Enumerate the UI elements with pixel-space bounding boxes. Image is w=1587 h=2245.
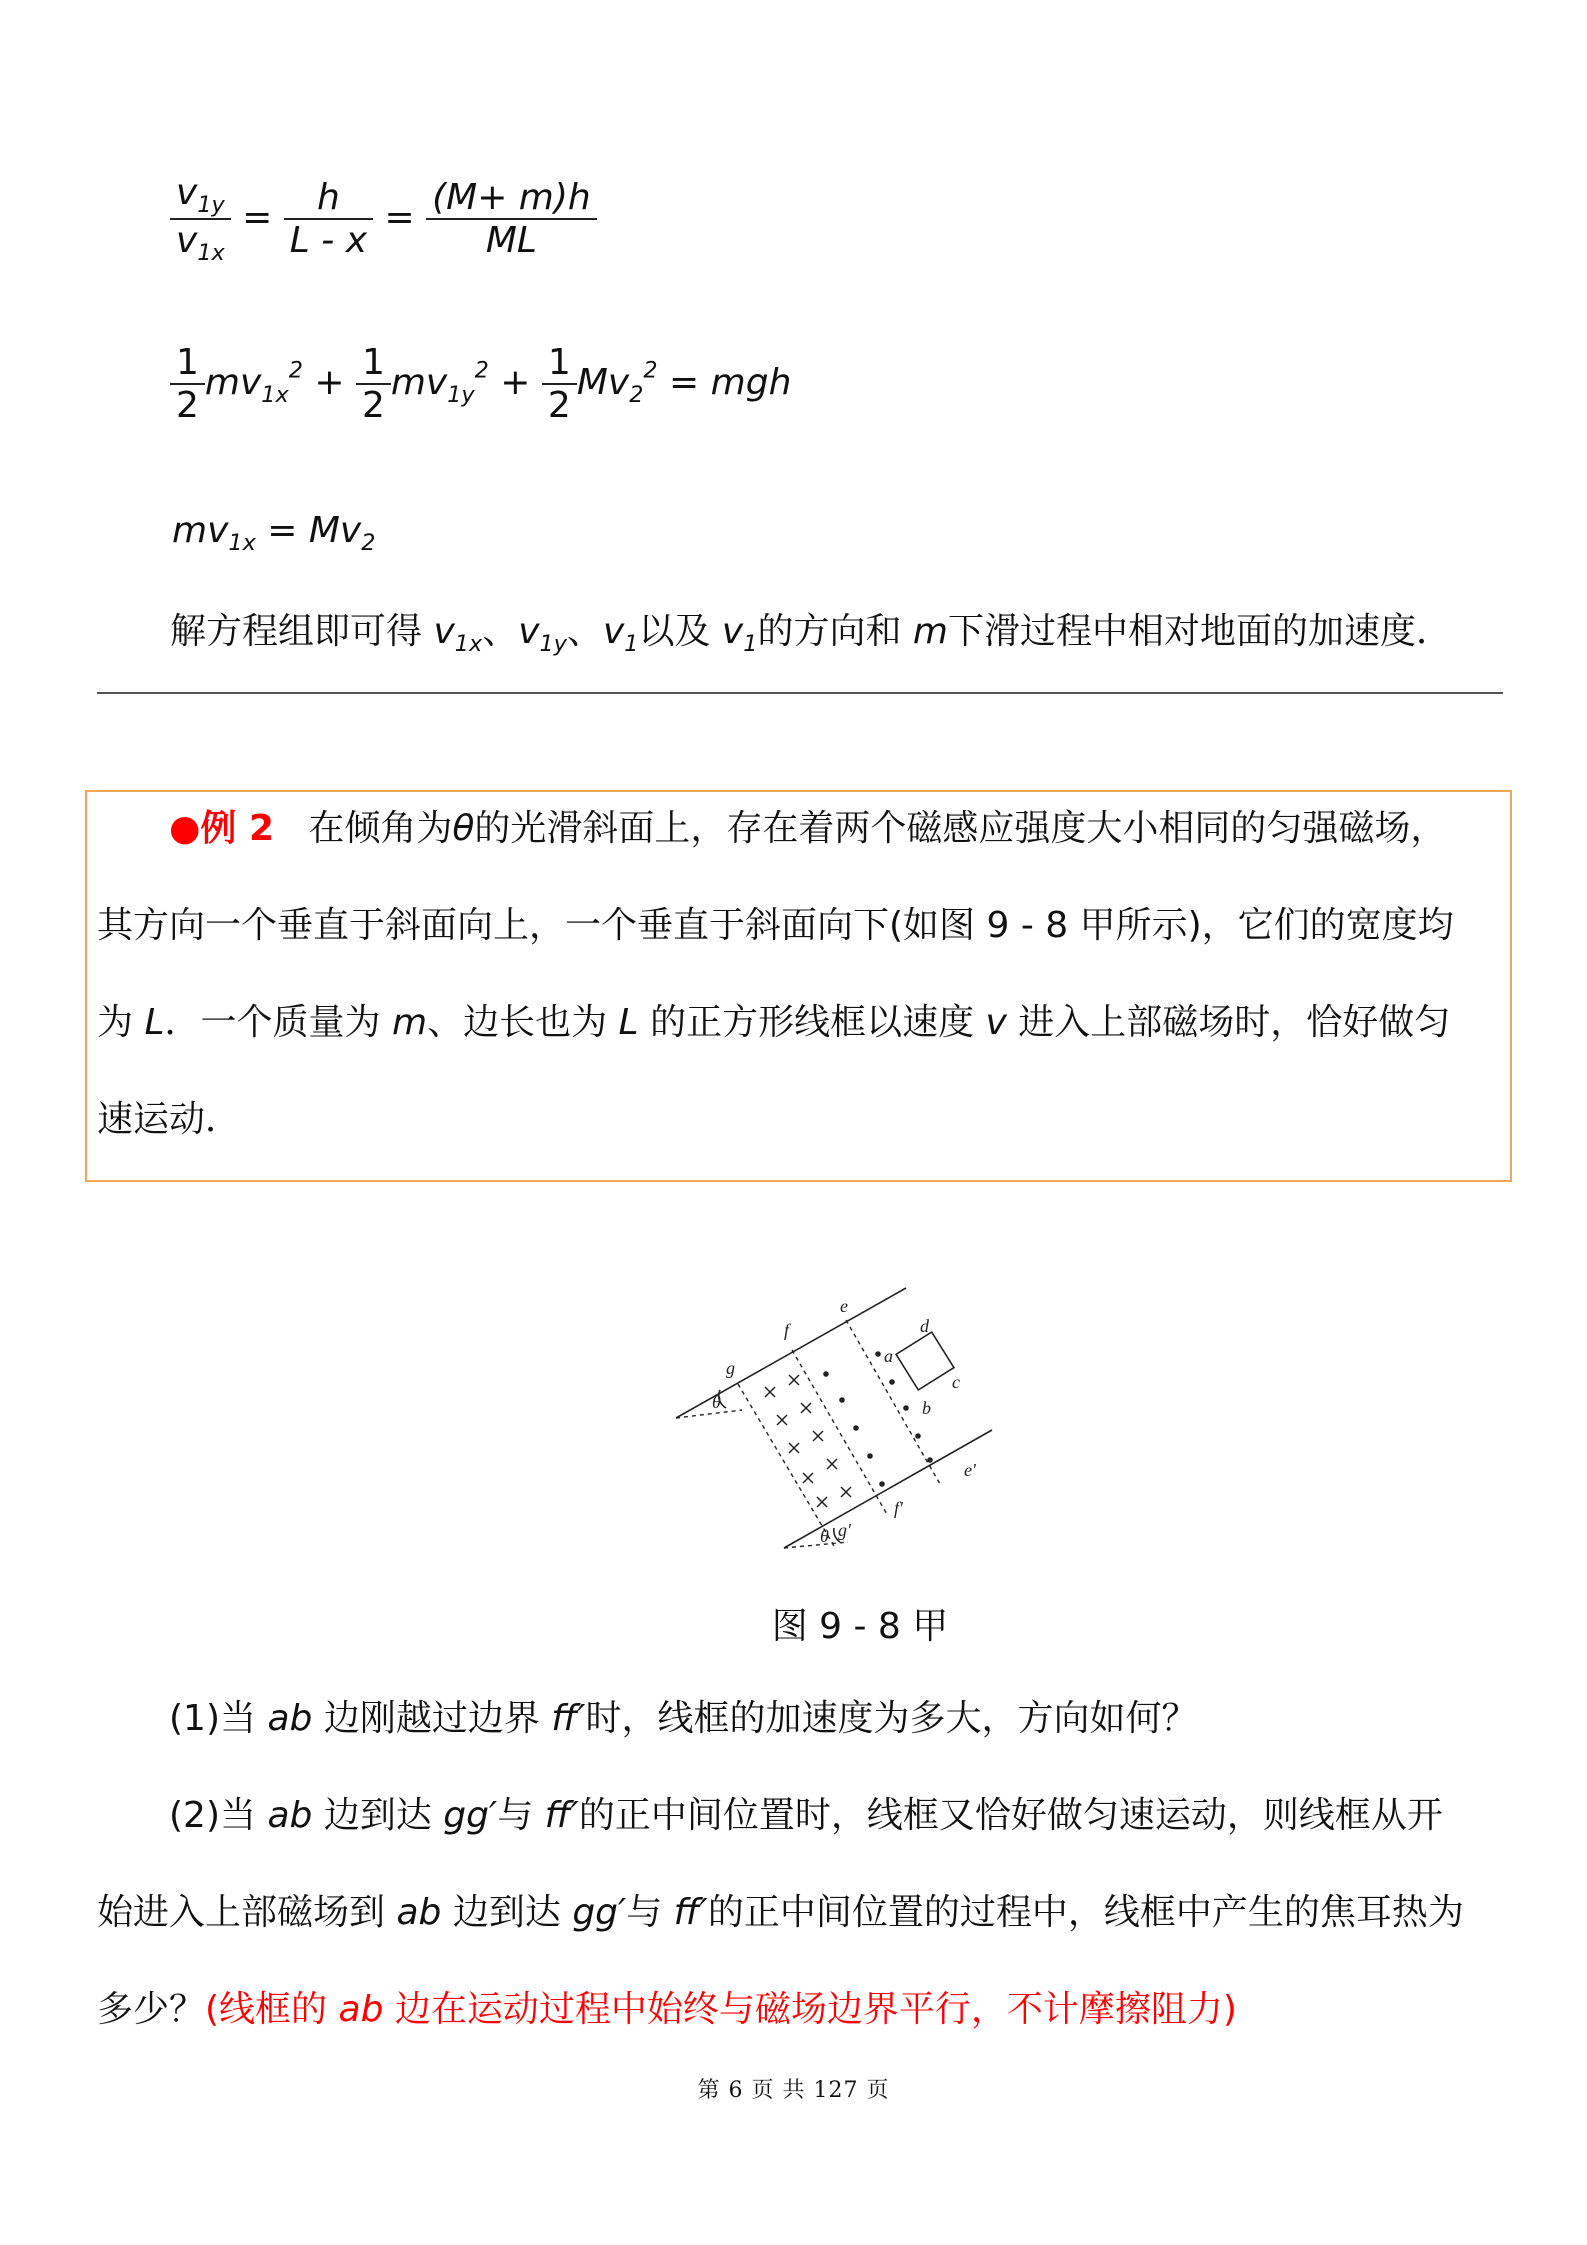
question-1: (1)当 ab 边刚越过边界 ff′时，线框的加速度为多大，方向如何？	[169, 1698, 1198, 1739]
label-theta-top: θ	[712, 1392, 721, 1412]
fraction-Mm-h-ML	[426, 177, 597, 261]
cross-marker	[803, 1473, 813, 1483]
cross-marker	[841, 1487, 851, 1497]
fraction-v1y-v1x	[170, 172, 231, 266]
label-e: e	[840, 1296, 848, 1316]
incline-bottom-line	[784, 1430, 992, 1548]
dots	[823, 1351, 933, 1487]
label-b: b	[922, 1398, 931, 1418]
fraction-h-L-x	[284, 177, 373, 261]
question-2-line-3: 多少？(线框的 ab 边在运动过程中始终与磁场边界平行，不计摩擦阻力)	[97, 1989, 1237, 2030]
fraction-half: $\frac{1}{2}$	[170, 342, 205, 426]
equation-ratio: $\frac{v_{1y}}{v_{1x}}$ = $\frac{h}{L - x}$ = $\frac{(M+ m)h}{ML}$	[170, 172, 597, 266]
numerator: h	[316, 176, 340, 218]
dot-marker	[853, 1425, 859, 1431]
label-theta-bottom: θ	[820, 1526, 829, 1546]
label-d: d	[920, 1316, 929, 1336]
label-f: f	[784, 1320, 790, 1340]
horizontal-rule	[97, 692, 1503, 694]
cross-marker	[813, 1431, 823, 1441]
solution-line: 解方程组即可得 $v_{1x}$、$v_{1y}$、$v_1$以及 $v_1$的方向和 m下滑过程中相对地面的加速度．	[170, 611, 1452, 657]
label-g: g	[726, 1358, 735, 1378]
equation-energy: $\frac{1}{2}$ $mv_{1x}^2$ + $\frac{1}{2}$ $mv_{1y}^2$ + $\frac{1}{2}$ $Mv_2^2$ = mgh	[170, 342, 791, 426]
ground-dash-top	[676, 1410, 742, 1418]
example-line-1: ●例 2 在倾角为θ的光滑斜面上，存在着两个磁感应强度大小相同的匀强磁场，	[169, 808, 1447, 849]
equation-momentum: $mv_{1x} = Mv_2$	[172, 510, 376, 556]
fraction-half: $\frac{1}{2}$	[542, 342, 577, 426]
denominator: $v_{1x}$	[170, 218, 231, 266]
label-c: c	[952, 1372, 960, 1392]
dot-marker	[879, 1481, 885, 1487]
question-2-line-1: (2)当 ab 边到达 gg′与 ff′的正中间位置时，线框又恰好做匀速运动，则线框从开	[169, 1795, 1443, 1836]
crosses	[765, 1375, 851, 1507]
square-loop	[896, 1332, 954, 1390]
question-2-line-2: 始进入上部磁场到 ab 边到达 gg′与 ff′的正中间位置的过程中，线框中产生的焦耳热为	[97, 1892, 1464, 1933]
figure-9-8	[670, 1280, 1020, 1560]
example-text	[97, 780, 1507, 1168]
label-f-prime: f′	[894, 1498, 903, 1518]
example-line-3: 为 L．一个质量为 m、边长也为 L 的正方形线框以速度 v 进入上部磁场时，恰好做匀	[97, 1002, 1451, 1043]
dot-marker	[839, 1397, 845, 1403]
example-line-2: 其方向一个垂直于斜面向上，一个垂直于斜面向下(如图 9 - 8 甲所示)，它们的宽度均	[97, 905, 1454, 946]
denominator: ML	[426, 218, 597, 261]
fraction-half: $\frac{1}{2}$	[356, 342, 391, 426]
cross-marker	[777, 1415, 787, 1425]
dot-marker	[875, 1351, 881, 1357]
cross-marker	[817, 1497, 827, 1507]
incline-top-line	[676, 1288, 906, 1418]
boundary-g	[738, 1384, 834, 1546]
dot-marker	[823, 1371, 829, 1377]
example-label: ●例 2	[169, 808, 274, 849]
dot-marker	[889, 1379, 895, 1385]
page-footer: 第 6 页 共 127 页	[697, 2078, 890, 2103]
example-line-4: 速运动．	[97, 1099, 242, 1140]
numerator: $v_{1y}$	[176, 172, 225, 218]
label-a: a	[884, 1346, 893, 1366]
label-g-prime: g′	[838, 1520, 851, 1540]
cross-marker	[765, 1387, 775, 1397]
dot-marker	[915, 1433, 921, 1439]
dot-marker	[927, 1457, 933, 1463]
boundary-f	[792, 1350, 888, 1516]
dot-marker	[867, 1453, 873, 1459]
dot-marker	[903, 1405, 909, 1411]
cross-marker	[827, 1459, 837, 1469]
label-e-prime: e′	[964, 1460, 976, 1480]
question-note: (线框的 ab 边在运动过程中始终与磁场边界平行，不计摩擦阻力)	[205, 1989, 1237, 2030]
questions	[97, 1670, 1507, 2058]
numerator: (M+ m)h	[432, 176, 591, 218]
figure-caption: 图 9 - 8 甲	[771, 1606, 949, 1647]
cross-marker	[789, 1375, 799, 1385]
denominator: L - x	[284, 218, 373, 261]
cross-marker	[801, 1403, 811, 1413]
cross-marker	[789, 1443, 799, 1453]
